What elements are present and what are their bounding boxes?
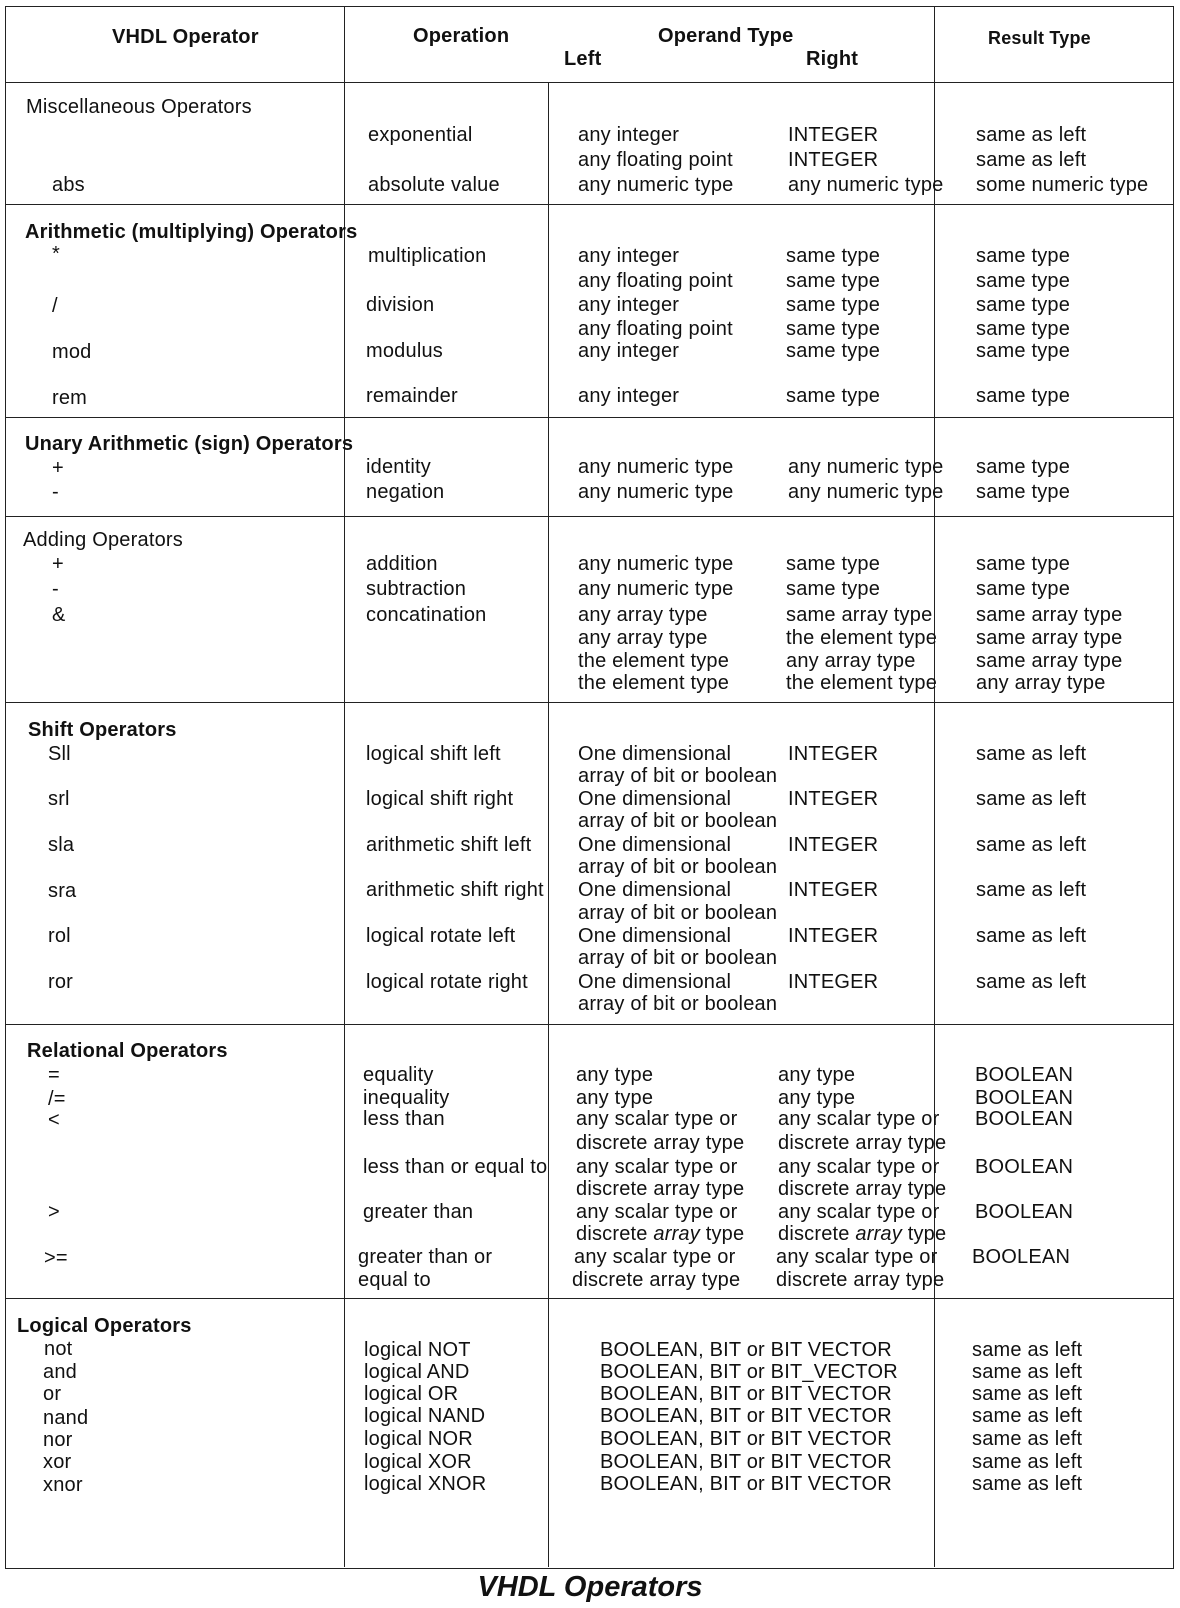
left-operand-cell-line2 (576, 1223, 744, 1245)
left-operand-cell: any type (576, 1087, 654, 1109)
left-operand-cell: One dimensional (578, 834, 732, 856)
left-operand-cell: any integer (578, 245, 680, 267)
operator-cell: ror (48, 971, 74, 993)
result-cell: same as left (976, 149, 1087, 171)
result-cell: same as left (976, 834, 1087, 856)
operation-cell: division (366, 294, 435, 316)
operation-cell: logical XOR (364, 1451, 472, 1473)
section-title: Relational Operators (27, 1040, 228, 1062)
section-title: Logical Operators (17, 1315, 192, 1337)
right-operand-cell-line2: discrete array type (776, 1269, 945, 1291)
result-cell: same type (976, 456, 1071, 478)
operator-cell: + (52, 457, 64, 479)
left-operand-cell: any scalar type or (576, 1201, 738, 1223)
operation-cell: logical shift right (366, 788, 514, 810)
header-operation: Operation (413, 25, 510, 47)
operation-cell: addition (366, 553, 438, 575)
operator-cell: not (44, 1338, 73, 1360)
operation-cell: logical OR (364, 1383, 459, 1405)
operation-cell-line2: equal to (358, 1269, 431, 1291)
right-operand-cell: INTEGER (788, 743, 879, 765)
text-span-italic: array (653, 1223, 700, 1245)
result-cell: same as left (972, 1451, 1083, 1473)
result-cell: same as left (972, 1361, 1083, 1383)
operands-cell: BOOLEAN, BIT or BIT VECTOR (600, 1451, 892, 1473)
right-operand-cell: the element type (786, 672, 938, 694)
result-cell: same type (976, 553, 1071, 575)
right-operand-cell: any numeric type (788, 174, 944, 196)
operands-cell: BOOLEAN, BIT or BIT VECTOR (600, 1383, 892, 1405)
left-operand-cell: any numeric type (578, 578, 734, 600)
operation-cell: negation (366, 481, 445, 503)
row-divider (6, 516, 1173, 517)
right-operand-cell: same type (786, 385, 881, 407)
right-operand-cell: any numeric type (788, 456, 944, 478)
right-operand-cell: INTEGER (788, 925, 879, 947)
left-operand-cell: any numeric type (578, 174, 734, 196)
left-operand-cell: any scalar type or (574, 1246, 736, 1268)
left-operand-cell: any numeric type (578, 553, 734, 575)
right-operand-cell: the element type (786, 627, 938, 649)
right-operand-cell: any array type (786, 650, 916, 672)
operator-cell: or (43, 1383, 62, 1405)
right-operand-cell: same type (786, 270, 881, 292)
result-cell: same array type (976, 627, 1123, 649)
section-title: Arithmetic (multiplying) Operators (25, 221, 358, 243)
operator-cell: + (52, 553, 64, 575)
result-cell: BOOLEAN (975, 1108, 1074, 1130)
right-operand-cell: INTEGER (788, 788, 879, 810)
left-operand-cell: any integer (578, 294, 680, 316)
right-operand-cell: INTEGER (788, 971, 879, 993)
left-operand-cell: any scalar type or (576, 1108, 738, 1130)
left-operand-cell: any array type (578, 627, 708, 649)
right-operand-cell: INTEGER (788, 879, 879, 901)
result-cell: same type (976, 481, 1071, 503)
right-operand-cell: INTEGER (788, 149, 879, 171)
operation-cell: multiplication (368, 245, 487, 267)
right-operand-cell: INTEGER (788, 124, 879, 146)
left-operand-cell: any type (576, 1064, 654, 1086)
right-operand-cell: same type (786, 245, 881, 267)
operation-cell: greater than or (358, 1246, 493, 1268)
left-operand-cell: any integer (578, 124, 680, 146)
operation-cell: arithmetic shift left (366, 834, 532, 856)
left-operand-cell: any floating point (578, 149, 733, 171)
section-title: Miscellaneous Operators (26, 96, 252, 118)
right-operand-cell-line2: discrete array type (778, 1132, 947, 1154)
operation-cell: remainder (366, 385, 458, 407)
result-cell: same as left (976, 743, 1087, 765)
result-cell: same type (976, 578, 1071, 600)
operator-cell: < (48, 1109, 60, 1131)
row-divider (6, 417, 1173, 418)
right-operand-cell: any scalar type or (778, 1156, 940, 1178)
operator-cell: / (52, 295, 58, 317)
result-cell: same as left (972, 1473, 1083, 1495)
row-divider (6, 204, 1173, 205)
operator-cell: sla (48, 834, 75, 856)
left-operand-cell: One dimensional (578, 971, 732, 993)
left-operand-cell: One dimensional (578, 925, 732, 947)
left-operand-cell: any integer (578, 340, 680, 362)
result-cell: same as left (972, 1428, 1083, 1450)
header-operand-type: Operand Type (658, 25, 794, 47)
left-operand-cell: the element type (578, 650, 730, 672)
result-cell: same as left (972, 1383, 1083, 1405)
operation-cell: logical XNOR (364, 1473, 487, 1495)
text-span: discrete (778, 1223, 856, 1245)
result-cell: same as left (976, 788, 1087, 810)
left-operand-cell: any numeric type (578, 456, 734, 478)
right-operand-cell: same array type (786, 604, 933, 626)
right-operand-cell-line2: discrete array type (778, 1178, 947, 1200)
column-divider (548, 83, 549, 1567)
operation-cell: modulus (366, 340, 443, 362)
operator-cell: xor (43, 1451, 72, 1473)
operation-cell: subtraction (366, 578, 467, 600)
header-vhdl-operator: VHDL Operator (112, 26, 259, 48)
result-cell: BOOLEAN (975, 1201, 1074, 1223)
operation-cell: logical shift left (366, 743, 501, 765)
left-operand-cell: One dimensional (578, 879, 732, 901)
row-divider (6, 1024, 1173, 1025)
right-operand-cell: same type (786, 318, 881, 340)
left-operand-cell: any scalar type or (576, 1156, 738, 1178)
left-operand-cell: any floating point (578, 318, 733, 340)
figure-caption: VHDL Operators (477, 1571, 703, 1603)
result-cell: same type (976, 245, 1071, 267)
operation-cell: identity (366, 456, 431, 478)
right-operand-cell: any type (778, 1087, 856, 1109)
left-operand-cell: any numeric type (578, 481, 734, 503)
left-operand-cell: any array type (578, 604, 708, 626)
left-operand-cell-line2: discrete array type (576, 1132, 745, 1154)
row-divider (6, 702, 1173, 703)
text-span-italic: array (855, 1223, 902, 1245)
result-cell: BOOLEAN (975, 1064, 1074, 1086)
left-operand-cell-line2: array of bit or boolean (578, 856, 778, 878)
result-cell: same as left (976, 971, 1087, 993)
operator-cell: & (52, 604, 66, 626)
left-operand-cell-line2: discrete array type (576, 1178, 745, 1200)
right-operand-cell: same type (786, 340, 881, 362)
result-cell: BOOLEAN (975, 1087, 1074, 1109)
operator-cell: Sll (48, 743, 71, 765)
left-operand-cell-line2: array of bit or boolean (578, 993, 778, 1015)
header-left: Left (564, 48, 602, 70)
operation-cell: logical rotate right (366, 971, 528, 993)
result-cell: same as left (976, 124, 1087, 146)
text-span: discrete (576, 1223, 654, 1245)
result-cell: same type (976, 318, 1071, 340)
row-divider (6, 82, 1173, 83)
right-operand-cell: same type (786, 578, 881, 600)
operation-cell: logical NOT (364, 1339, 471, 1361)
result-cell: same as left (976, 879, 1087, 901)
operator-cell: abs (52, 174, 85, 196)
left-operand-cell-line2: array of bit or boolean (578, 810, 778, 832)
right-operand-cell: any scalar type or (776, 1246, 938, 1268)
operation-cell: absolute value (368, 174, 500, 196)
right-operand-cell: any scalar type or (778, 1108, 940, 1130)
operands-cell: BOOLEAN, BIT or BIT VECTOR (600, 1405, 892, 1427)
left-operand-cell: the element type (578, 672, 730, 694)
result-cell: same as left (976, 925, 1087, 947)
right-operand-cell-line2 (778, 1223, 946, 1245)
left-operand-cell-line2: discrete array type (572, 1269, 741, 1291)
operands-cell: BOOLEAN, BIT or BIT_VECTOR (600, 1361, 898, 1383)
operation-cell: greater than (363, 1201, 474, 1223)
result-cell: same type (976, 340, 1071, 362)
result-cell: same type (976, 385, 1071, 407)
text-span: type (901, 1223, 947, 1245)
left-operand-cell: One dimensional (578, 743, 732, 765)
operands-cell: BOOLEAN, BIT or BIT VECTOR (600, 1339, 892, 1361)
operator-cell: - (52, 481, 59, 503)
operator-cell: = (48, 1064, 60, 1086)
header-result-type: Result Type (988, 28, 1091, 48)
result-cell: BOOLEAN (975, 1156, 1074, 1178)
left-operand-cell: any integer (578, 385, 680, 407)
result-cell: same type (976, 294, 1071, 316)
operation-cell: logical NOR (364, 1428, 473, 1450)
operation-cell: arithmetic shift right (366, 879, 544, 901)
right-operand-cell: same type (786, 294, 881, 316)
operation-cell: logical NAND (364, 1405, 486, 1427)
operator-cell: mod (52, 341, 92, 363)
result-cell: some numeric type (976, 174, 1149, 196)
left-operand-cell-line2: array of bit or boolean (578, 947, 778, 969)
right-operand-cell: any type (778, 1064, 856, 1086)
operation-cell: inequality (363, 1087, 450, 1109)
result-cell: same array type (976, 650, 1123, 672)
right-operand-cell: any scalar type or (778, 1201, 940, 1223)
operation-cell: logical AND (364, 1361, 470, 1383)
operator-cell: and (43, 1361, 77, 1383)
operator-cell: >= (44, 1247, 68, 1269)
operator-cell: rol (48, 925, 71, 947)
column-divider (934, 7, 935, 1567)
result-cell: BOOLEAN (972, 1246, 1071, 1268)
operator-cell: - (52, 578, 59, 600)
section-title: Unary Arithmetic (sign) Operators (25, 433, 354, 455)
right-operand-cell: INTEGER (788, 834, 879, 856)
left-operand-cell-line2: array of bit or boolean (578, 765, 778, 787)
result-cell: same as left (972, 1405, 1083, 1427)
operation-cell: equality (363, 1064, 434, 1086)
left-operand-cell-line2: array of bit or boolean (578, 902, 778, 924)
left-operand-cell: One dimensional (578, 788, 732, 810)
result-cell: same array type (976, 604, 1123, 626)
operation-cell: exponential (368, 124, 473, 146)
operator-cell: /= (48, 1088, 66, 1110)
section-title: Adding Operators (23, 529, 183, 551)
operator-cell: sra (48, 880, 77, 902)
right-operand-cell: any numeric type (788, 481, 944, 503)
operator-cell: nor (43, 1429, 73, 1451)
header-right: Right (806, 48, 859, 70)
operation-cell: concatination (366, 604, 487, 626)
operator-cell: * (52, 243, 60, 265)
right-operand-cell: same type (786, 553, 881, 575)
section-title: Shift Operators (28, 719, 177, 741)
operation-cell: less than (363, 1108, 445, 1130)
operands-cell: BOOLEAN, BIT or BIT VECTOR (600, 1473, 892, 1495)
text-span: type (699, 1223, 745, 1245)
operator-cell: > (48, 1201, 60, 1223)
row-divider (6, 1298, 1173, 1299)
operands-cell: BOOLEAN, BIT or BIT VECTOR (600, 1428, 892, 1450)
operation-cell: less than or equal to (363, 1156, 548, 1178)
operator-cell: xnor (43, 1474, 83, 1496)
operator-cell: nand (43, 1407, 89, 1429)
operator-cell: rem (52, 387, 88, 409)
result-cell: same as left (972, 1339, 1083, 1361)
left-operand-cell: any floating point (578, 270, 733, 292)
result-cell: any array type (976, 672, 1106, 694)
operation-cell: logical rotate left (366, 925, 516, 947)
result-cell: same type (976, 270, 1071, 292)
operator-cell: srl (48, 788, 70, 810)
